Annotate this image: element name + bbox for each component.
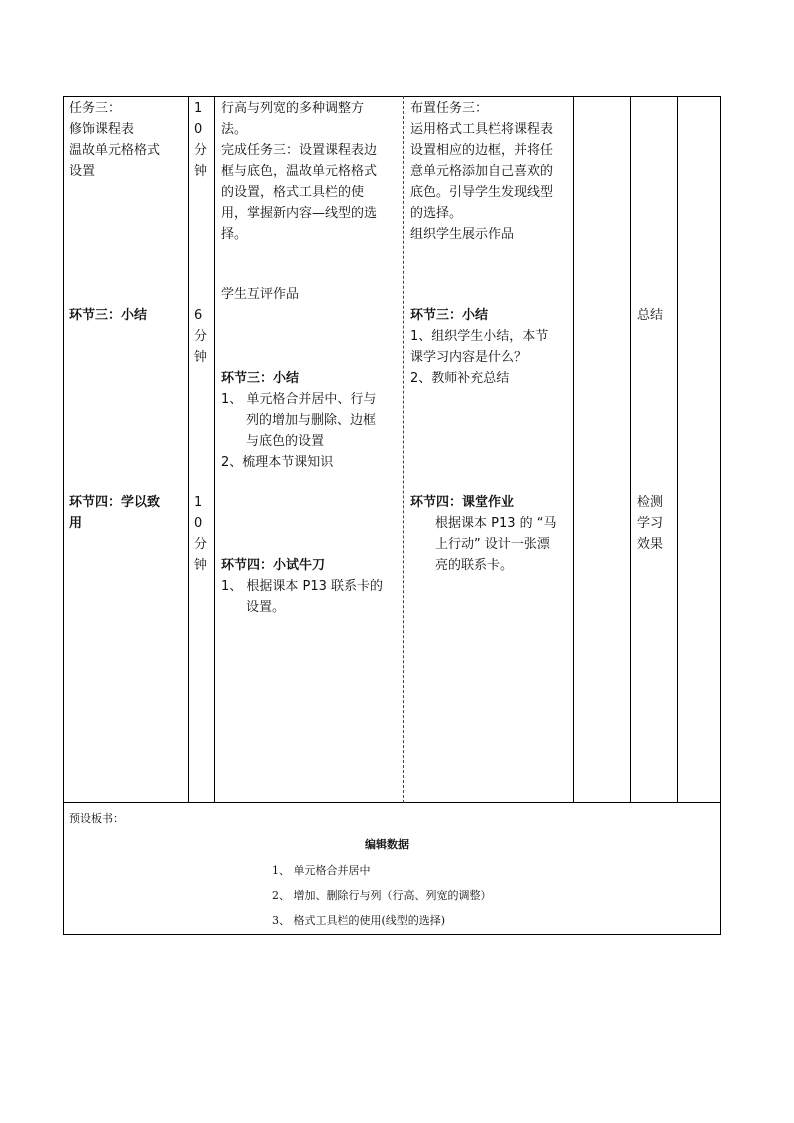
task3-student-line: 行高与列宽的多种调整方 <box>221 101 365 116</box>
table-left-border <box>63 96 64 935</box>
task3-time-char: 0 <box>194 122 203 137</box>
task3-teacher-line: 运用格式工具栏将课程表 <box>410 122 554 137</box>
task3-student-line: 法。 <box>221 122 248 137</box>
section3-teacher-line: 2、教师补充总结 <box>410 371 510 386</box>
board-top-border <box>63 802 721 803</box>
task3-time-cell <box>194 98 207 182</box>
section3-intent: 总结 <box>637 308 664 323</box>
section3-student-items <box>221 389 376 473</box>
task3-name-line: 任务三： <box>69 101 122 116</box>
task3-student-line: 用，掌握新内容—线型的选 <box>221 206 378 221</box>
section4-intent-line: 检测 <box>637 495 664 510</box>
section4-student-items <box>221 576 383 618</box>
board-title: 编辑数据 <box>365 838 409 851</box>
section3-name: 环节三：小结 <box>69 308 148 323</box>
task3-teacher-line: 意单元格添加自己喜欢的 <box>410 164 554 179</box>
section3-time-char: 钟 <box>194 350 208 365</box>
section4-intent-cell <box>637 492 663 555</box>
section4-time-cell <box>194 492 207 576</box>
section4-teacher-heading: 环节四：课堂作业 <box>410 495 515 510</box>
section3-student-heading: 环节三：小结 <box>221 371 300 386</box>
section4-teacher-body <box>435 513 557 576</box>
section4-time-char: 1 <box>194 495 203 510</box>
section3-student-line: 1、 单元格合并居中、行与 <box>221 392 377 407</box>
section4-teacher-line: 根据课本 P13 的 “马 <box>435 516 557 531</box>
task3-name-cell <box>69 98 160 182</box>
task3-name-line: 设置 <box>69 164 96 179</box>
col-divider-teacher-dashed <box>403 96 404 803</box>
section4-name-cell <box>69 492 160 534</box>
task3-time-char: 分 <box>194 143 208 158</box>
task3-teacher-cell <box>410 98 553 245</box>
section3-student-line: 2、梳理本节课知识 <box>221 455 334 470</box>
section4-intent-line: 效果 <box>637 537 664 552</box>
col-divider-time <box>188 96 189 803</box>
task3-name-line: 温故单元格格式 <box>69 143 161 158</box>
board-item: 3、 格式工具栏的使用(线型的选择) <box>272 914 446 927</box>
col-divider-intent <box>630 96 631 803</box>
section3-time-char: 6 <box>194 308 203 323</box>
task3-student-line: 择。 <box>221 227 248 242</box>
section4-name-line: 环节四：学以致 <box>69 495 161 510</box>
board-item: 2、 增加、删除行与列（行高、列宽的调整） <box>272 889 492 902</box>
section4-time-char: 分 <box>194 537 208 552</box>
section3-student-line: 与底色的设置 <box>246 434 325 449</box>
table-bottom-border <box>63 934 721 935</box>
section4-student-line: 1、 根据课本 P13 联系卡的 <box>221 579 384 594</box>
task3-teacher-line: 布置任务三： <box>410 101 489 116</box>
section4-teacher-line: 亮的联系卡。 <box>435 558 514 573</box>
task3-teacher-line: 组织学生展示作品 <box>410 227 515 242</box>
section4-intent-line: 学习 <box>637 516 664 531</box>
board-item: 1、 单元格合并居中 <box>272 864 371 877</box>
section4-student-line: 设置。 <box>246 600 286 615</box>
board-label: 预设板书： <box>69 812 124 825</box>
section3-teacher-heading: 环节三：小结 <box>410 308 489 323</box>
col-divider-last <box>677 96 678 803</box>
col-divider-student <box>214 96 215 803</box>
task3-time-char: 1 <box>194 101 203 116</box>
task3-name-line: 修饰课程表 <box>69 122 135 137</box>
task3-student-line: 的设置，格式工具栏的使 <box>221 185 365 200</box>
task3-teacher-line: 的选择。 <box>410 206 463 221</box>
section4-teacher-line: 上行动” 设计一张漂 <box>435 537 550 552</box>
col-divider-media <box>573 96 574 803</box>
section3-time-cell <box>194 305 207 368</box>
section4-name-line: 用 <box>69 516 83 531</box>
task3-student-line: 框与底色，温故单元格格式 <box>221 164 378 179</box>
section4-time-char: 0 <box>194 516 203 531</box>
table-right-border <box>720 96 721 935</box>
section3-teacher-line: 1、组织学生小结，本节 <box>410 329 549 344</box>
section3-time-char: 分 <box>194 329 208 344</box>
peer-review-text: 学生互评作品 <box>221 287 300 302</box>
section3-teacher-items <box>410 326 548 389</box>
task3-student-line: 完成任务三：设置课程表边 <box>221 143 378 158</box>
section3-teacher-line: 课学习内容是什么？ <box>410 350 528 365</box>
task3-teacher-line: 设置相应的边框，并将任 <box>410 143 554 158</box>
table-top-border <box>63 96 721 97</box>
section4-student-heading: 环节四：小试牛刀 <box>221 558 326 573</box>
section3-student-line: 列的增加与删除、边框 <box>246 413 377 428</box>
section4-time-char: 钟 <box>194 558 208 573</box>
task3-time-char: 钟 <box>194 164 208 179</box>
task3-teacher-line: 底色。引导学生发现线型 <box>410 185 554 200</box>
task3-student-cell <box>221 98 377 245</box>
